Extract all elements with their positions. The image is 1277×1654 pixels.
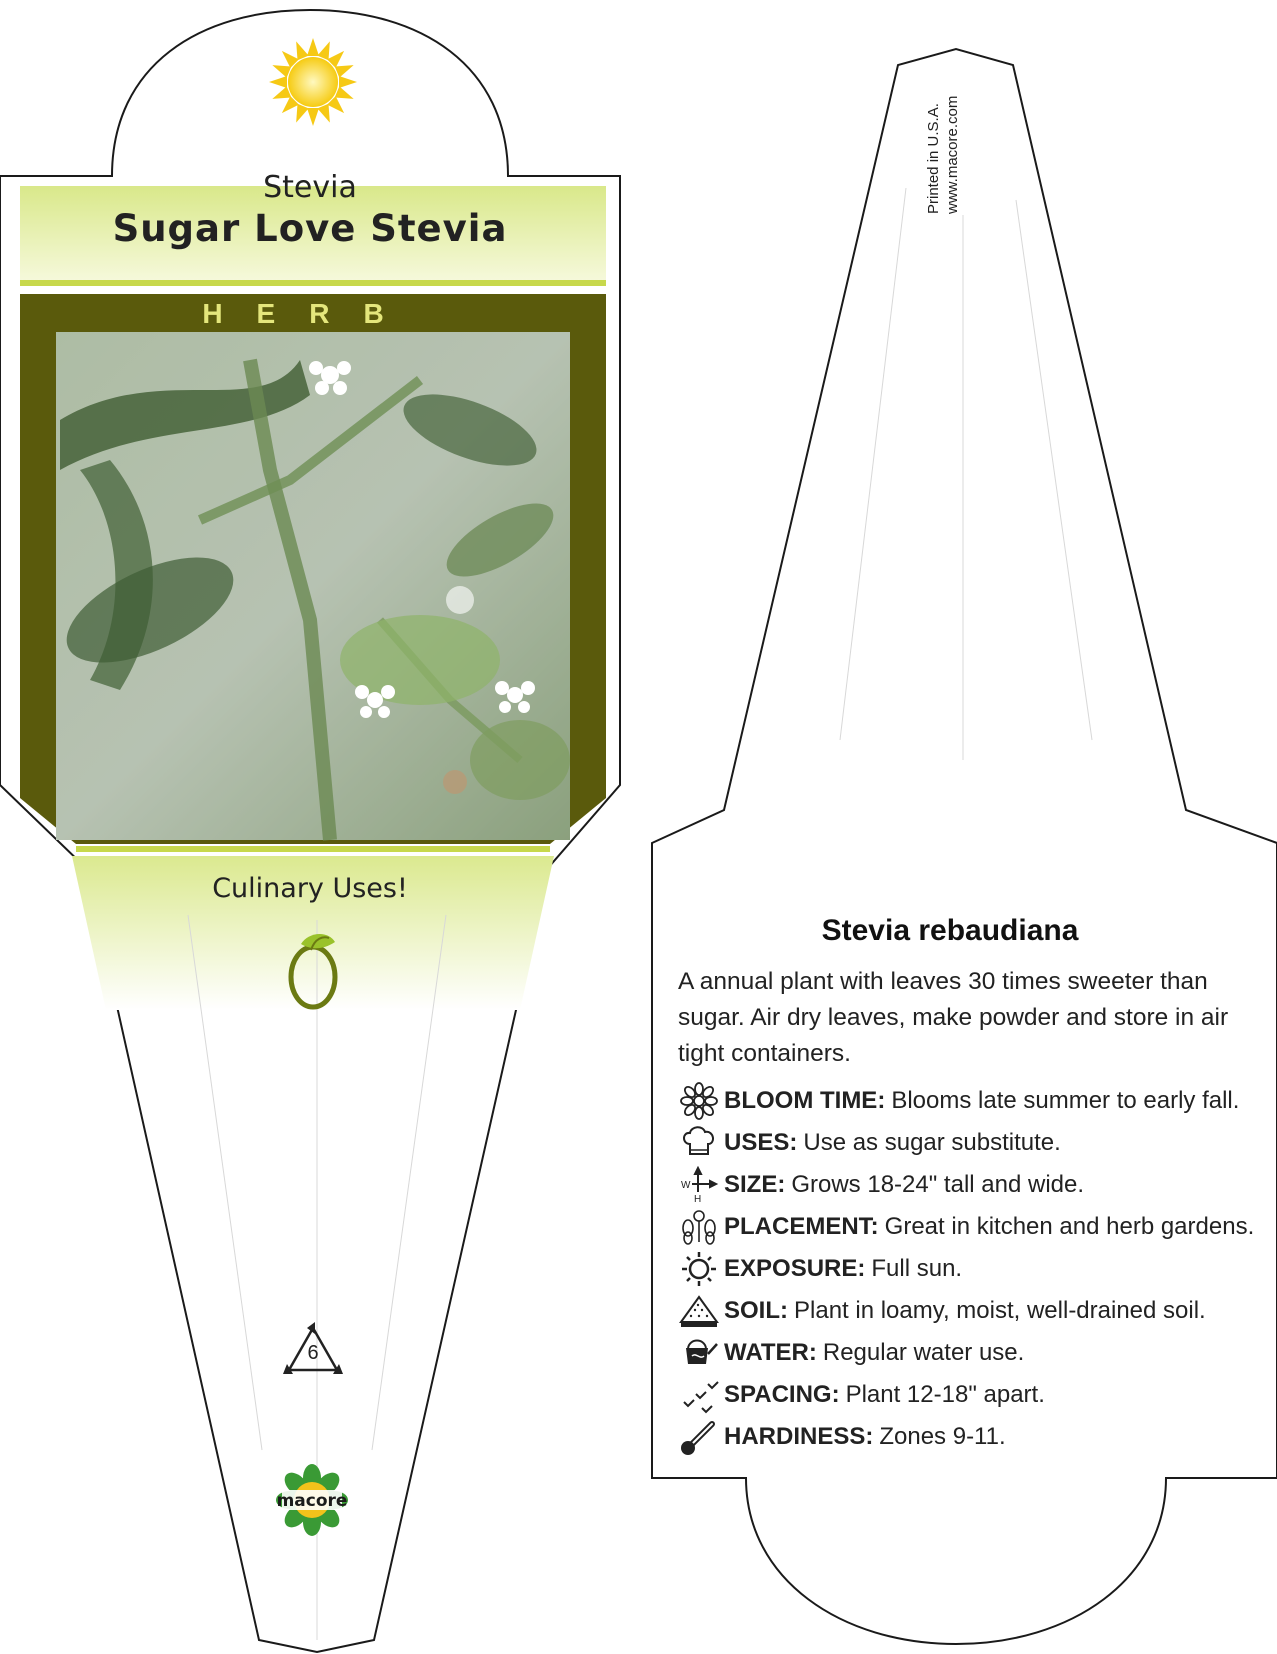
svg-text:H: H [694, 1194, 702, 1204]
variety-name: Sugar Love Stevia [112, 207, 508, 250]
care-item-uses [678, 1122, 1277, 1164]
placement-plants-icon [678, 1208, 720, 1246]
plant-photo [52, 332, 570, 840]
care-label: SOIL: [724, 1297, 788, 1324]
care-text: Use as sugar substitute. [803, 1129, 1061, 1156]
size-arrows-icon [678, 1166, 720, 1204]
printed-line-country: Printed in U.S.A. [925, 103, 942, 214]
care-label: USES: [724, 1129, 798, 1156]
spacing-seedlings-icon [678, 1376, 720, 1414]
printed-line-website: www.macore.com [944, 95, 961, 214]
care-text: Plant in loamy, moist, well-drained soil. [794, 1297, 1206, 1324]
recycle-code: 6 [307, 1342, 319, 1364]
soil-pile-icon [678, 1292, 720, 1330]
care-label: BLOOM TIME: [724, 1087, 886, 1114]
latin-name: Stevia rebaudiana [821, 914, 1079, 947]
sun-outline-icon [678, 1250, 720, 1288]
care-item-exposure [678, 1248, 1277, 1290]
care-text: Regular water use. [822, 1339, 1025, 1366]
printed-notice [924, 96, 962, 214]
care-text: Zones 9-11. [879, 1423, 1006, 1450]
front-accent-line-bottom [76, 846, 550, 852]
category-label: HERB [202, 298, 418, 329]
thermometer-icon [678, 1418, 720, 1456]
care-text: Blooms late summer to early fall. [891, 1087, 1240, 1114]
care-label: HARDINESS: [724, 1423, 874, 1450]
tagline: Culinary Uses! [212, 873, 408, 904]
care-text: Plant 12-18" apart. [845, 1381, 1045, 1408]
care-item-hardiness [678, 1416, 1277, 1458]
brand-name: macore [276, 1491, 348, 1511]
watering-can-icon [678, 1334, 720, 1372]
care-item-water [678, 1332, 1277, 1374]
care-text: Full sun. [871, 1255, 963, 1282]
front-tag [0, 10, 620, 1652]
care-item-spacing [678, 1374, 1277, 1416]
svg-text:W: W [681, 1180, 691, 1191]
full-sun-icon [269, 38, 357, 126]
chef-hat-icon [678, 1124, 720, 1162]
care-item-placement [678, 1206, 1277, 1248]
front-accent-line-top [20, 280, 606, 286]
care-item-size [678, 1164, 1277, 1206]
care-label: SPACING: [724, 1381, 840, 1408]
common-name: Stevia [263, 170, 357, 205]
care-item-soil [678, 1290, 1277, 1332]
care-label: PLACEMENT: [724, 1213, 879, 1240]
care-label: WATER: [724, 1339, 817, 1366]
care-text: Great in kitchen and herb gardens. [884, 1213, 1255, 1240]
care-text: Grows 18-24" tall and wide. [791, 1171, 1085, 1198]
plant-description: A annual plant with leaves 30 times sweeter than sugar. Air dry leaves, make powder and store in air tight containers. [678, 968, 1229, 1067]
bloom-flower-icon [678, 1082, 720, 1120]
care-list [678, 1080, 1277, 1458]
care-item-bloom-time [678, 1080, 1277, 1122]
care-label: SIZE: [724, 1171, 786, 1198]
care-label: EXPOSURE: [724, 1255, 866, 1282]
